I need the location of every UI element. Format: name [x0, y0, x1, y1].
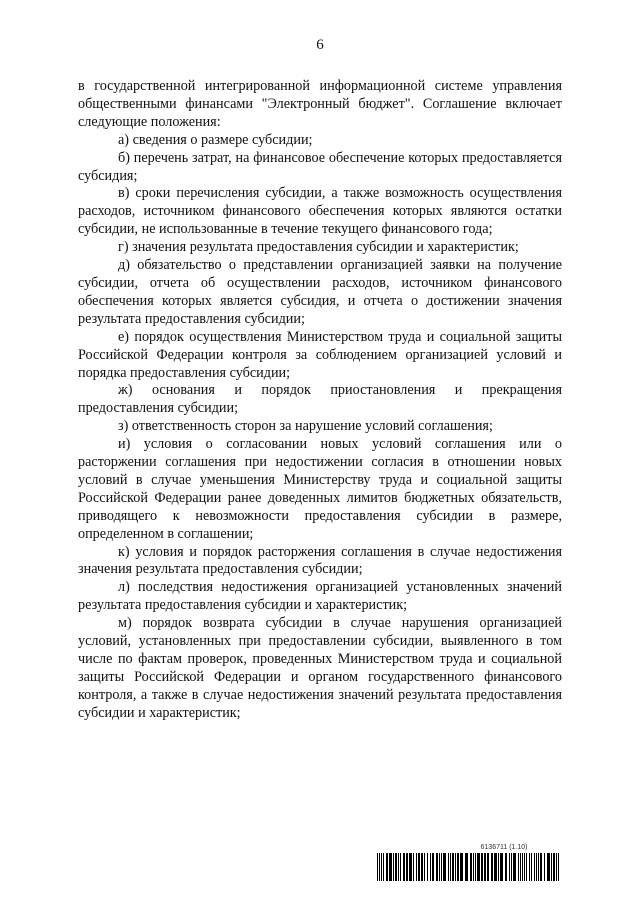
barcode-bar: [558, 853, 559, 881]
barcode-bar: [470, 853, 472, 881]
barcode-bar: [383, 853, 384, 881]
barcode-bar: [518, 853, 519, 881]
paragraph-item-d: д) обязательство о представлении организацией заявки на получение субсидии, отчета об осуществлении расходов, источником финансового обеспечения которых является субсидия, и отчета о достижении значения результата предоставления субсидии;: [78, 257, 562, 327]
paragraph-item-l: л) последствия недостижения организацией установленных значений результата предоставления субсидии и характеристик;: [78, 579, 562, 614]
paragraph-item-v: в) сроки перечисления субсидии, а также возможность осуществления расходов, источником финансового обеспечения которых являются остатки субсидии, не использованные в течение текущего финансового года;: [78, 185, 562, 238]
barcode-bar: [487, 853, 489, 881]
barcode-bar: [465, 853, 468, 881]
barcode-bar: [534, 853, 535, 881]
barcode-bar: [418, 853, 420, 881]
barcode-bar: [460, 853, 463, 881]
barcode-bar: [403, 853, 405, 881]
barcode-bar: [553, 853, 555, 881]
barcode-bar: [400, 853, 401, 881]
barcode-bar: [409, 853, 412, 881]
paragraph-item-b: б) перечень затрат, на финансовое обеспечение которых предоставляется субсидия;: [78, 149, 562, 184]
barcode-bar: [484, 853, 486, 881]
barcode-bar: [416, 853, 417, 881]
barcode-bar: [526, 853, 527, 881]
barcode-bar: [536, 853, 537, 881]
barcode-bar: [413, 853, 414, 881]
barcode-icon: [377, 853, 561, 881]
barcode-bar: [457, 853, 459, 881]
document-body: [78, 78, 562, 723]
barcode-bar: [430, 853, 431, 881]
barcode-bar: [448, 853, 449, 881]
document-code: 6136711 (1.10): [480, 844, 528, 851]
paragraph-item-g: г) значения результата предоставления субсидии и характеристик;: [118, 239, 519, 256]
paragraph-item-i: и) условия о согласовании новых условий соглашения или о расторжении соглашения при недостижении согласия в отношении новых условий в случае уменьшения Министерству труда и социальной защиты Российской Федерации ранее доведенных лимитов бюджетных обязательств, приводящего к невозможности предоставления субсидии в размере, определенном в соглашении;: [78, 436, 562, 542]
barcode-bar: [529, 853, 530, 881]
barcode-bar: [432, 853, 434, 881]
barcode-bar: [424, 853, 425, 881]
barcode-bar: [398, 853, 399, 881]
paragraph-item-k: к) условия и порядок расторжения соглашения в случае недостижения значения результата предоставления субсидии;: [78, 543, 562, 578]
barcode-bar: [481, 853, 483, 881]
barcode-bar: [531, 853, 532, 881]
barcode-bar: [441, 853, 442, 881]
barcode-bar: [436, 853, 438, 881]
barcode-bar: [406, 853, 408, 881]
barcode-bar: [455, 853, 456, 881]
barcode-bar: [498, 853, 499, 881]
barcode-bar: [520, 853, 521, 881]
barcode-bar: [494, 853, 497, 881]
paragraph-item-a: а) сведения о размере субсидии;: [118, 131, 313, 148]
barcode-bar: [450, 853, 451, 881]
barcode-bar: [393, 853, 394, 881]
barcode-bar: [377, 853, 378, 881]
barcode-bar: [381, 853, 382, 881]
barcode-bar: [522, 853, 523, 881]
barcode-bar: [379, 853, 380, 881]
paragraph-intro: в государственной интегрированной информационной системе управления общественными финансами "Электронный бюджет". Соглашение включает следующие положения:: [78, 78, 562, 130]
barcode-bar: [540, 853, 542, 881]
barcode-bar: [551, 853, 552, 881]
barcode-bar: [477, 853, 480, 881]
barcode-bar: [386, 853, 388, 881]
paragraph-item-m: м) порядок возврата субсидии в случае нарушения организацией условий, установленных при предоставлении субсидии, выявленного в том числе по фактам проверок, проведенных Министерством труда и социальной защиты Российской Федерации и органом государственного финансового контроля, а также в случае недостижения значений результата предоставления субсидии и характеристик;: [78, 615, 562, 721]
barcode-bar: [509, 853, 510, 881]
barcode-bar: [443, 853, 446, 881]
barcode-bar: [547, 853, 550, 881]
barcode-bar: [452, 853, 454, 881]
page-number: 6: [316, 37, 324, 53]
barcode-bar: [544, 853, 545, 881]
paragraph-item-z: з) ответственность сторон за нарушение условий соглашения;: [118, 418, 493, 435]
barcode-bar: [524, 853, 525, 881]
barcode-bar: [556, 853, 557, 881]
barcode-bar: [511, 853, 512, 881]
barcode-bar: [491, 853, 493, 881]
barcode-bar: [427, 853, 428, 881]
paragraph-item-e: е) порядок осуществления Министерством труда и социальной защиты Российской Федерации контроля за соблюдением организацией условий и порядка предоставления субсидии;: [78, 328, 562, 381]
barcode-bar: [538, 853, 539, 881]
barcode-bar: [421, 853, 423, 881]
paragraph-item-zh: ж) основания и порядок приостановления и прекращения предоставления субсидии;: [78, 382, 562, 417]
barcode-bar: [500, 853, 503, 881]
barcode-bar: [389, 853, 392, 881]
barcode-bar: [439, 853, 440, 881]
barcode-bar: [505, 853, 507, 881]
barcode-bar: [473, 853, 474, 881]
barcode-bar: [395, 853, 397, 881]
barcode-bar: [475, 853, 476, 881]
barcode-bar: [513, 853, 516, 881]
